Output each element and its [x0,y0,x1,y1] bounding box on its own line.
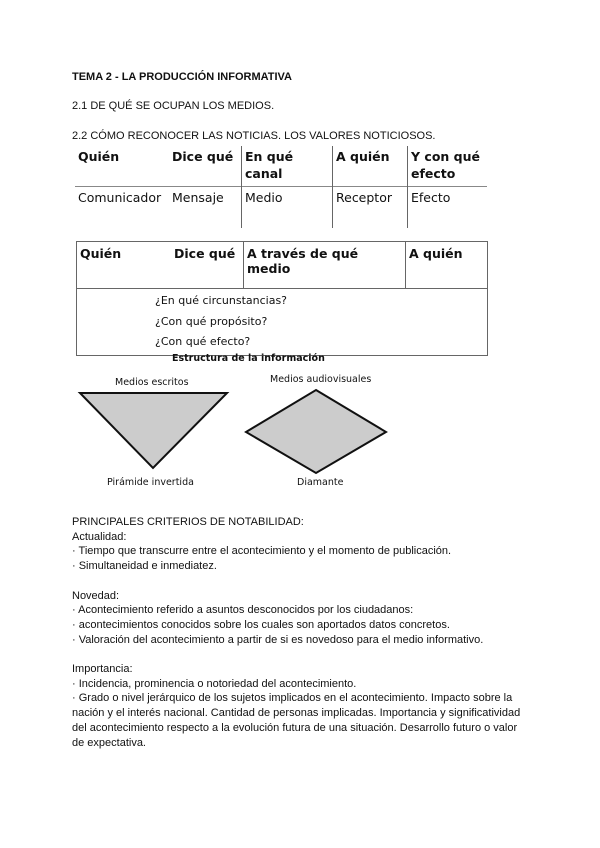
label-medios-audiovisuales: Medios audiovisuales [270,374,372,385]
table-header: A quién [333,146,408,186]
table-header: En qué canal [242,146,333,186]
criteria-item: · Acontecimiento referido a asuntos desconocidos por los ciudadanos: [72,604,414,617]
criteria-item: · Incidencia, prominencia o notoriedad del acontecimiento. [72,677,357,690]
criteria-section [72,515,530,750]
table-cell: Medio [242,186,333,228]
table-header: Y con qué efecto [408,146,488,186]
inverted-pyramid-shape [80,393,227,468]
criteria-item: · acontecimientos conocidos sobre los cuales son aportados datos concretos. [72,618,450,631]
section-2-1: 2.1 DE QUÉ SE OCUPAN LOS MEDIOS. [72,100,275,112]
label-diamante: Diamante [297,477,344,488]
question: ¿Con qué efecto? [155,335,251,348]
table-header: Quién [78,149,120,164]
table-header: A través de qué medio [244,242,406,289]
criteria-item: · Valoración del acontecimiento a partir de si es novedoso para el medio informativo. [72,633,484,646]
question: ¿Con qué propósito? [155,314,268,328]
table-cell: Comunicador [78,189,162,205]
label-piramide-invertida: Pirámide invertida [107,477,194,488]
label-medios-escritos: Medios escritos [115,377,189,388]
criteria-item: · Tiempo que transcurre entre el acontecimiento y el momento de publicación. [72,545,452,558]
section-2-2: 2.2 CÓMO RECONOCER LAS NOTICIAS. LOS VALORES NOTICIOSOS. [72,130,436,142]
criteria-label: Importancia: [72,663,133,675]
table-header: Dice qué [172,149,234,164]
table-cell: Receptor [333,186,408,228]
table-header: A quién [406,242,488,289]
criteria-item: · Grado o nivel jerárquico de los sujetos implicados en el acontecimiento. Impacto sobre la nación y el interés nacional. Cantidad de personas implicadas. Importancia y significatividad del acontecimiento respecto a la evolución futura de una situación. Desarrollo futuro o valor de expectativa. [72,692,521,749]
question: ¿En qué circunstancias? [155,294,288,307]
table-header: Quién [80,246,122,261]
document-heading: TEMA 2 - LA PRODUCCIÓN INFORMATIVA [72,71,292,83]
table-header: Dice qué [174,246,236,261]
diamond-shape [246,390,386,473]
table-cell: Mensaje [172,189,224,205]
figure-title: Estructura de la información [172,353,325,364]
criteria-label: Actualidad: [72,530,127,543]
table-cell: Efecto [408,186,488,228]
criteria-title: PRINCIPALES CRITERIOS DE NOTABILIDAD: [72,516,304,528]
criteria-item: · Simultaneidad e inmediatez. [72,560,217,573]
criteria-label: Novedad: [72,589,120,602]
